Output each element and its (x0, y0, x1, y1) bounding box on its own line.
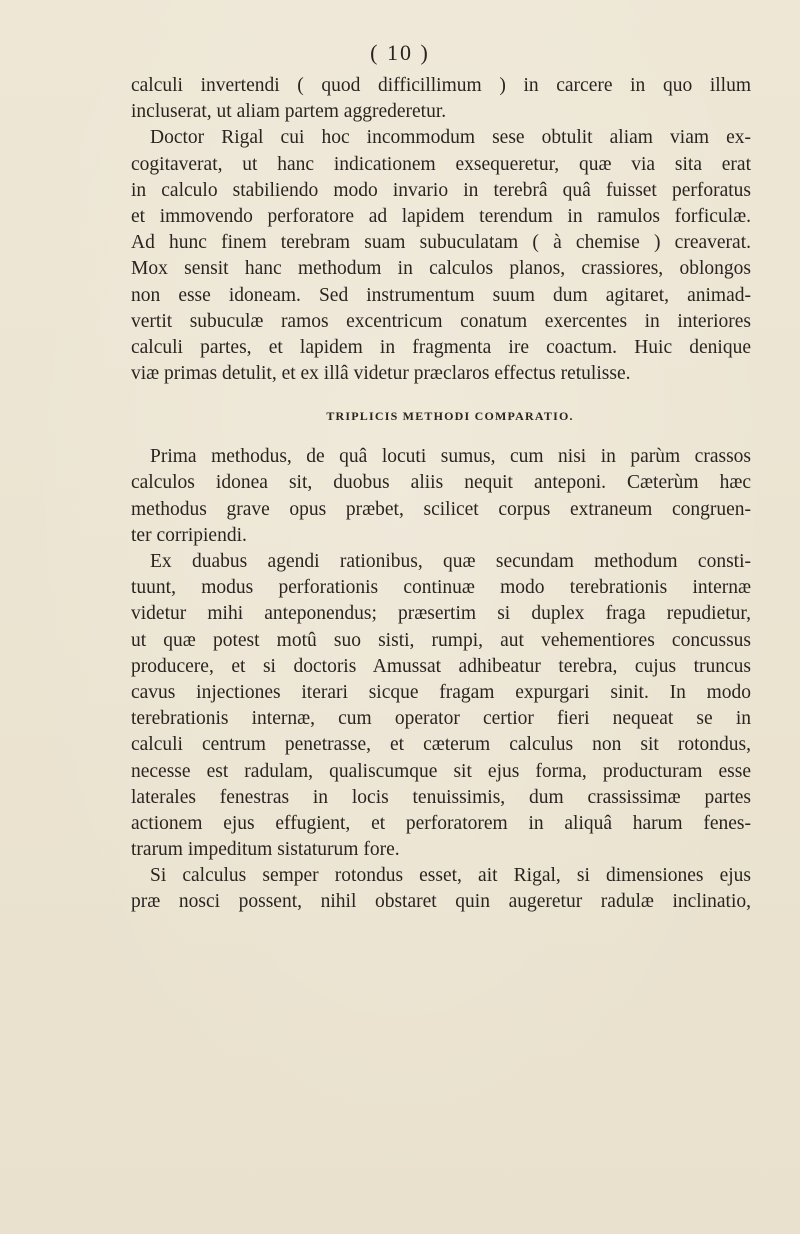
section-heading: TRIPLICIS METHODI COMPARATIO. (326, 409, 574, 424)
text-line: Mox sensit hanc methodum in calculos planos, crassiores, oblongos (131, 258, 751, 280)
text-line: videtur mihi anteponendus; præsertim si duplex fraga repudietur, (131, 603, 751, 625)
text-line: laterales fenestras in locis tenuissimis, dum crassissimæ partes (131, 786, 751, 808)
paragraph (131, 444, 751, 549)
text-line: Ex duabus agendi rationibus, quæ secundam methodum consti- (150, 551, 751, 572)
text-line: Ad hunc finem terebram suam subuculatam ( à chemise ) creaverat. (131, 232, 751, 254)
text-line: terebrationis internæ, cum operator certior fieri nequeat se in (131, 708, 751, 730)
text-line: producere, et si doctoris Amussat adhibeatur terebra, cujus truncus (131, 655, 751, 677)
page-number: ( 10 ) (370, 40, 430, 65)
text-line: calculi centrum penetrasse, et cæterum calculus non sit rotondus, (131, 734, 751, 756)
text-line: cogitaverat, ut hanc indicationem exsequeretur, quæ via sita erat (131, 153, 751, 175)
text-line: non esse idoneam. Sed instrumentum suum dum agitaret, animad- (131, 284, 751, 306)
text-line: tuunt, modus perforationis continuæ modo terebrationis internæ (131, 577, 751, 599)
text-line: et immovendo perforatore ad lapidem terendum in ramulos forficulæ. (131, 205, 751, 227)
paragraph (131, 73, 751, 125)
text-line: trarum impeditum sistaturum fore. (131, 839, 400, 861)
paragraph (131, 125, 751, 387)
paragraph (131, 549, 751, 863)
text-line: præ nosci possent, nihil obstaret quin augeretur radulæ inclinatio, (131, 891, 751, 913)
text-line: ter corripiendi. (131, 524, 247, 546)
text-line: viæ primas detulit, et ex illâ videtur præclaros effectus retulisse. (131, 363, 631, 385)
text-line: necesse est radulam, qualiscumque sit ejus forma, producturam esse (131, 760, 751, 782)
text-line: Doctor Rigal cui hoc incommodum sese obtulit aliam viam ex- (150, 127, 751, 149)
text-line: vertit subuculæ ramos excentricum conatum exercentes in interiores (131, 310, 751, 332)
text-line: in calculo stabiliendo modo invario in terebrâ quâ fuisset perforatus (131, 179, 751, 201)
text-line: Prima methodus, de quâ locuti sumus, cum nisi in parùm crassos (150, 446, 751, 468)
body-text (131, 73, 751, 916)
text-line: actionem ejus effugient, et perforatorem in aliquâ harum fenes- (131, 812, 751, 834)
paragraph (131, 863, 751, 915)
text-line: ut quæ potest motû suo sisti, rumpi, aut vehementiores concussus (131, 629, 751, 651)
text-line: cavus injectiones iterari sicque fragam expurgari sinit. In modo (131, 681, 751, 703)
text-line: calculi partes, et lapidem in fragmenta ire coactum. Huic denique (131, 336, 751, 358)
text-line: incluserat, ut aliam partem aggrederetur. (131, 101, 447, 123)
text-line: Si calculus semper rotondus esset, ait Rigal, si dimensiones ejus (150, 865, 751, 887)
text-line: calculi invertendi ( quod difficillimum ) in carcere in quo illum (131, 75, 751, 96)
text-line: methodus grave opus præbet, scilicet corpus extraneum congruen- (131, 498, 751, 520)
text-line: calculos idonea sit, duobus aliis nequit anteponi. Cæterùm hæc (131, 472, 751, 494)
